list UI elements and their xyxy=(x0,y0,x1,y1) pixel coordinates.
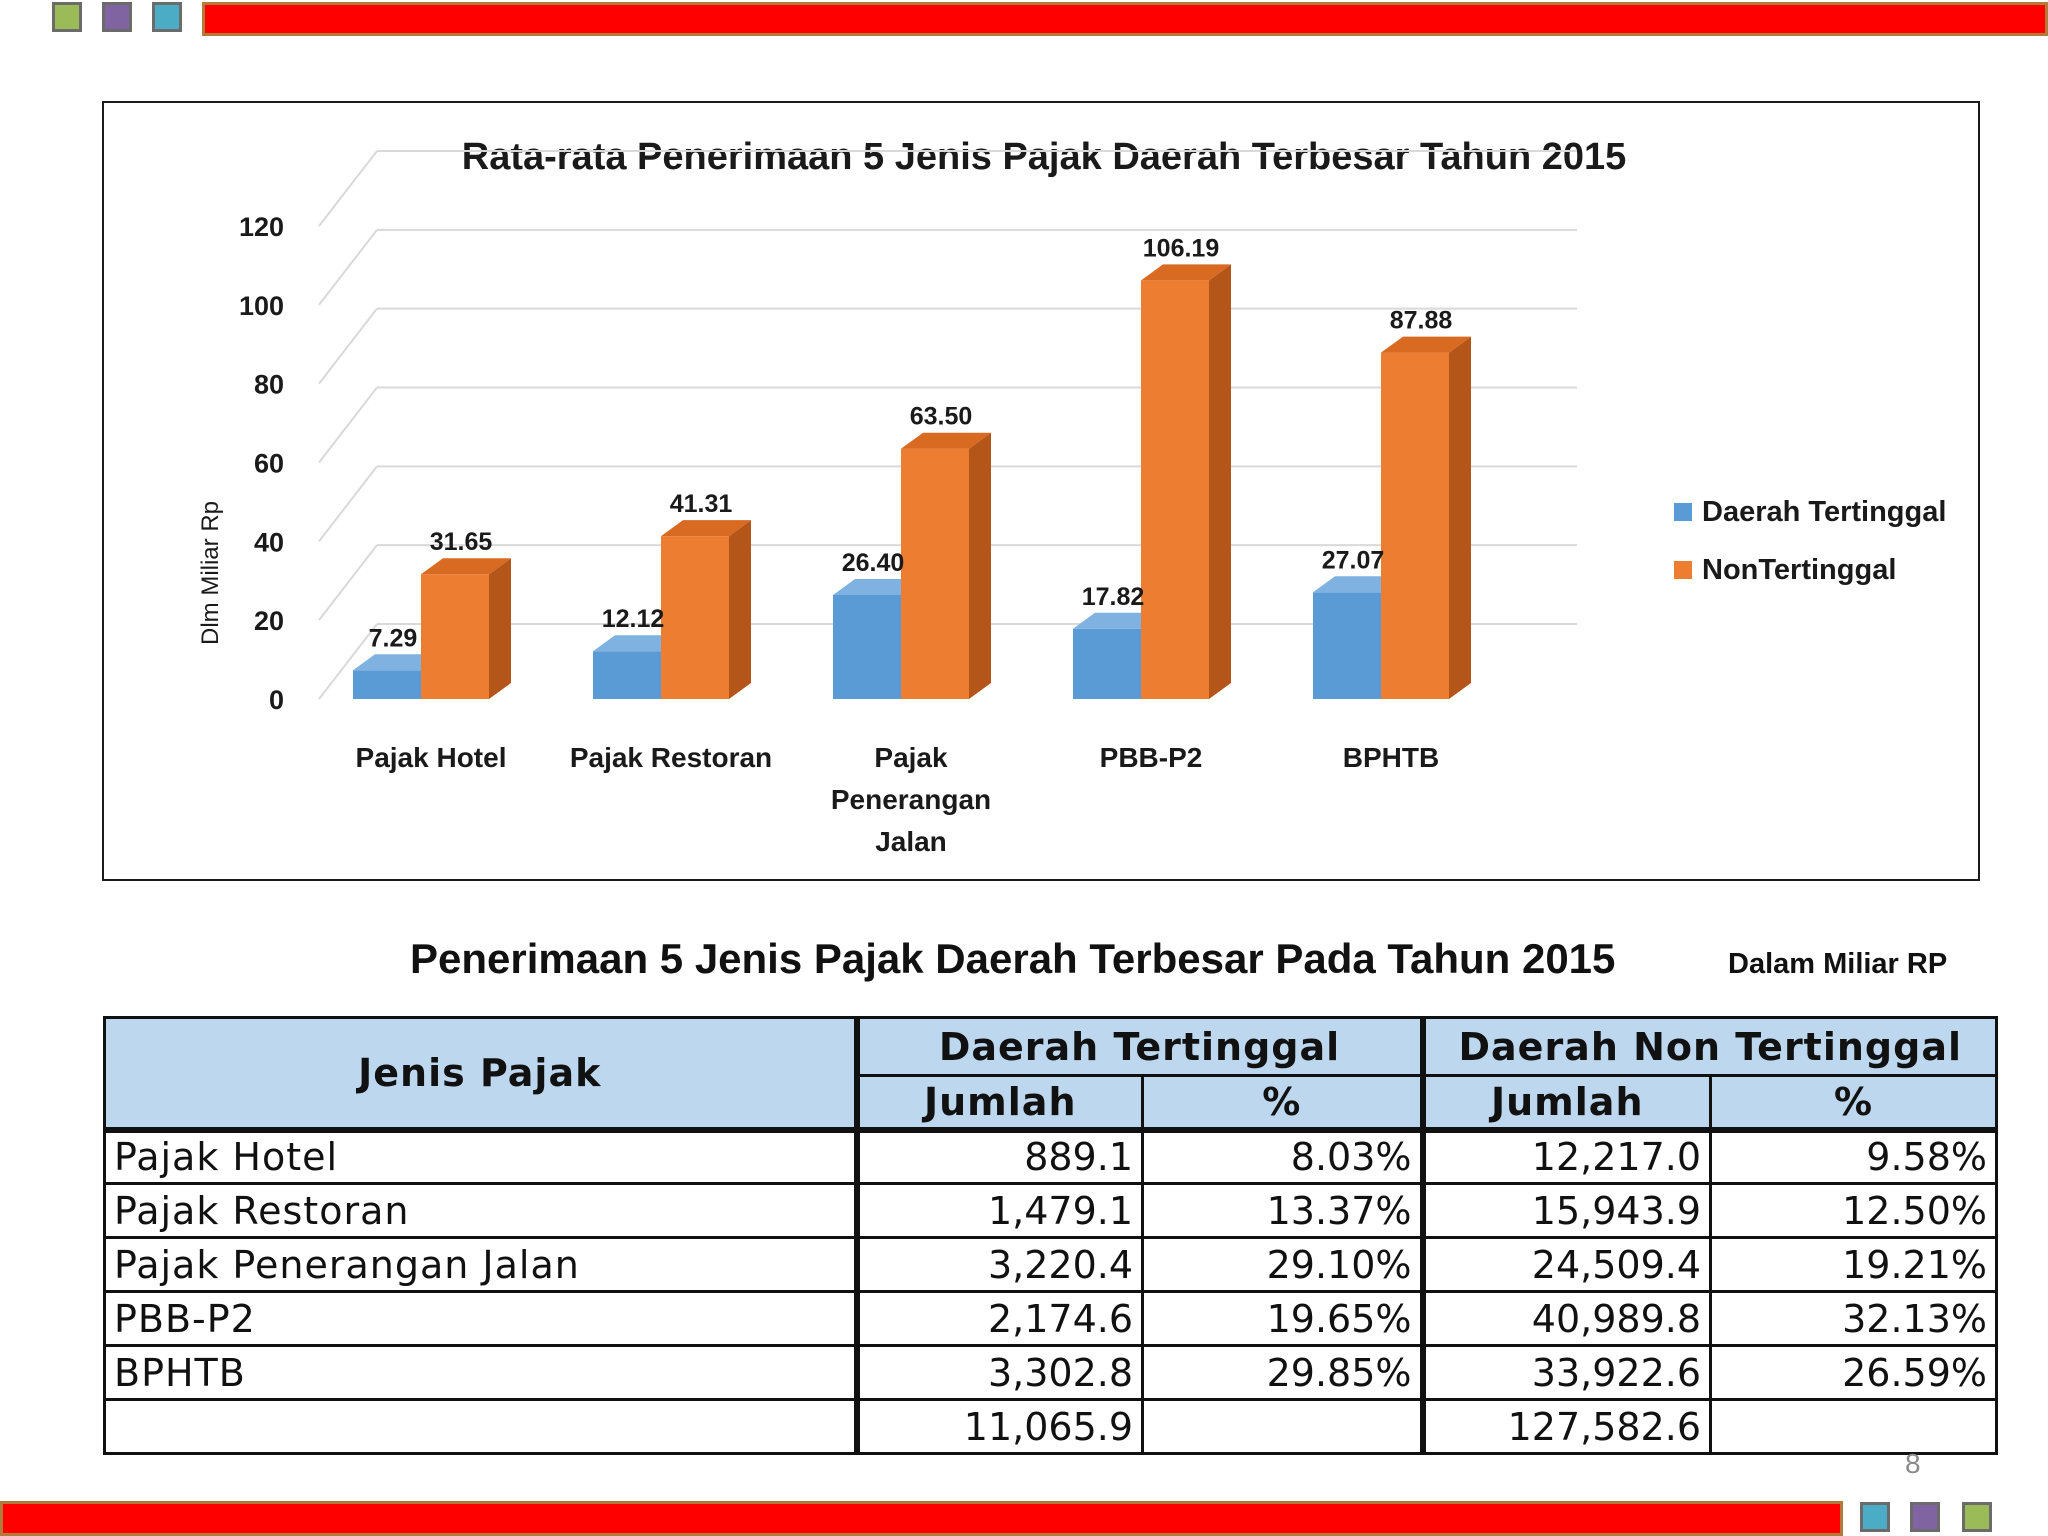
category-label: PBB-P2 xyxy=(1099,742,1203,773)
bar-front xyxy=(833,595,901,699)
gridline-diagonal xyxy=(319,151,377,226)
cell-name: Pajak Restoran xyxy=(105,1184,857,1238)
bar-front xyxy=(1313,592,1381,699)
cell-dt-jumlah: 2,174.6 xyxy=(857,1292,1143,1346)
category-label: Jalan xyxy=(875,826,947,857)
data-label: 12.12 xyxy=(601,605,665,634)
bar-front xyxy=(1381,353,1449,699)
subheader-ndt-pct: % xyxy=(1711,1076,1997,1130)
bar-front xyxy=(421,574,489,699)
tax-table xyxy=(103,1016,1998,1455)
cell-total-dt-pct xyxy=(1143,1400,1423,1454)
bar-non-tertinggal xyxy=(1141,264,1231,699)
cell-ndt-pct: 9.58% xyxy=(1711,1130,1997,1184)
page-number: 8 xyxy=(1905,1448,1921,1479)
header-red-strip xyxy=(202,2,2048,36)
bar-side xyxy=(1209,264,1231,699)
bar-side xyxy=(729,520,751,699)
table-row xyxy=(105,1238,1997,1292)
category-label: BPHTB xyxy=(1342,742,1440,773)
cell-dt-pct: 19.65% xyxy=(1143,1292,1423,1346)
header-jenis-pajak: Jenis Pajak xyxy=(105,1018,857,1130)
cell-ndt-jumlah: 15,943.9 xyxy=(1423,1184,1711,1238)
legend-swatch xyxy=(1674,503,1692,521)
category-label: Pajak Restoran xyxy=(569,742,773,773)
cell-ndt-jumlah: 12,217.0 xyxy=(1423,1130,1711,1184)
y-tick-label: 80 xyxy=(253,369,284,400)
category-label-layer xyxy=(356,742,1440,857)
bar-chart xyxy=(104,103,1978,879)
cell-dt-pct: 29.10% xyxy=(1143,1238,1423,1292)
cell-ndt-jumlah: 40,989.8 xyxy=(1423,1292,1711,1346)
y-tick-layer xyxy=(239,212,284,715)
cell-total-name xyxy=(105,1400,857,1454)
gridline-diagonal xyxy=(319,466,377,541)
legend-swatch xyxy=(1674,561,1692,579)
gridline-diagonal xyxy=(319,388,377,463)
header-daerah-non-tertinggal: Daerah Non Tertinggal xyxy=(1423,1018,1997,1076)
cell-dt-pct: 29.85% xyxy=(1143,1346,1423,1400)
bar-front xyxy=(593,651,661,699)
y-tick-label: 100 xyxy=(238,290,284,321)
header-daerah-tertinggal: Daerah Tertinggal xyxy=(857,1018,1423,1076)
subheader-dt-pct: % xyxy=(1143,1076,1423,1130)
category-label: Pajak Hotel xyxy=(355,742,507,773)
decor-square-purple xyxy=(102,2,132,32)
cell-dt-pct: 8.03% xyxy=(1143,1130,1423,1184)
data-label: 17.82 xyxy=(1081,582,1145,611)
bar-layer xyxy=(353,264,1471,699)
bar-side xyxy=(969,433,991,699)
cell-ndt-jumlah: 33,922.6 xyxy=(1423,1346,1711,1400)
decor-square-teal xyxy=(152,2,182,32)
decor-square-green xyxy=(52,2,82,32)
cell-dt-jumlah: 3,220.4 xyxy=(857,1238,1143,1292)
bar-front xyxy=(1141,280,1209,699)
data-label: 27.07 xyxy=(1321,546,1385,575)
table-unit: Dalam Miliar RP xyxy=(1728,948,1948,980)
cell-dt-jumlah: 1,479.1 xyxy=(857,1184,1143,1238)
category-label: Pajak xyxy=(874,742,948,773)
data-label: 26.40 xyxy=(841,548,905,577)
y-tick-label: 60 xyxy=(253,448,284,479)
table-header-row xyxy=(105,1018,1997,1076)
chart-title: Rata-rata Penerimaan 5 Jenis Pajak Daerah Terbesar Tahun 2015 xyxy=(461,136,1627,178)
cell-dt-jumlah: 889.1 xyxy=(857,1130,1143,1184)
gridline-diagonal xyxy=(319,545,377,620)
table-row xyxy=(105,1130,1997,1184)
bar-side xyxy=(1449,337,1471,699)
cell-dt-jumlah: 3,302.8 xyxy=(857,1346,1143,1400)
subheader-dt-jumlah: Jumlah xyxy=(857,1076,1143,1130)
cell-name: PBB-P2 xyxy=(105,1292,857,1346)
bar-non-tertinggal xyxy=(1381,337,1471,699)
legend-label: Daerah Tertinggal xyxy=(1702,496,1947,528)
cell-ndt-pct: 12.50% xyxy=(1711,1184,1997,1238)
cell-name: Pajak Hotel xyxy=(105,1130,857,1184)
data-label: 41.31 xyxy=(669,490,733,519)
bar-non-tertinggal xyxy=(661,520,751,699)
subheader-ndt-jumlah: Jumlah xyxy=(1423,1076,1711,1130)
table-row xyxy=(105,1184,1997,1238)
gridline-diagonal xyxy=(319,230,377,305)
cell-ndt-pct: 26.59% xyxy=(1711,1346,1997,1400)
table-row xyxy=(105,1292,1997,1346)
data-label: 7.29 xyxy=(368,624,418,653)
gridline-diagonal xyxy=(319,309,377,384)
table-title: Penerimaan 5 Jenis Pajak Daerah Terbesar Pada Tahun 2015 xyxy=(410,935,1616,982)
cell-dt-pct: 13.37% xyxy=(1143,1184,1423,1238)
data-label: 106.19 xyxy=(1142,234,1220,263)
decor-square-green-footer xyxy=(1962,1502,1992,1532)
cell-ndt-jumlah: 24,509.4 xyxy=(1423,1238,1711,1292)
bar-side xyxy=(489,558,511,699)
cell-ndt-pct: 19.21% xyxy=(1711,1238,1997,1292)
legend-label: NonTertinggal xyxy=(1702,554,1897,586)
y-tick-label: 0 xyxy=(268,685,284,715)
legend xyxy=(1674,496,1946,586)
y-axis-label: Dlm Miliar Rp xyxy=(197,501,224,645)
bar-non-tertinggal xyxy=(901,433,991,699)
bar-front xyxy=(901,449,969,699)
chart-frame xyxy=(102,101,1980,881)
table-total-row xyxy=(105,1400,1997,1454)
decor-square-teal-footer xyxy=(1860,1502,1890,1532)
data-label: 87.88 xyxy=(1389,306,1453,335)
bar-front xyxy=(661,536,729,699)
decor-square-purple-footer xyxy=(1910,1502,1940,1532)
cell-name: BPHTB xyxy=(105,1346,857,1400)
table-row xyxy=(105,1346,1997,1400)
bar-front xyxy=(1073,629,1141,699)
cell-total-ndt-pct xyxy=(1711,1400,1997,1454)
cell-total-ndt-jumlah: 127,582.6 xyxy=(1423,1400,1711,1454)
y-tick-label: 20 xyxy=(253,606,284,637)
cell-name: Pajak Penerangan Jalan xyxy=(105,1238,857,1292)
bar-non-tertinggal xyxy=(421,558,511,699)
footer-red-strip xyxy=(0,1501,1843,1536)
category-label: Penerangan xyxy=(830,784,992,815)
y-tick-label: 120 xyxy=(238,212,284,242)
cell-total-dt-jumlah: 11,065.9 xyxy=(857,1400,1143,1454)
data-label: 63.50 xyxy=(909,402,973,431)
cell-ndt-pct: 32.13% xyxy=(1711,1292,1997,1346)
data-label: 31.65 xyxy=(429,528,493,557)
bar-front xyxy=(353,670,421,699)
y-tick-label: 40 xyxy=(253,527,284,558)
